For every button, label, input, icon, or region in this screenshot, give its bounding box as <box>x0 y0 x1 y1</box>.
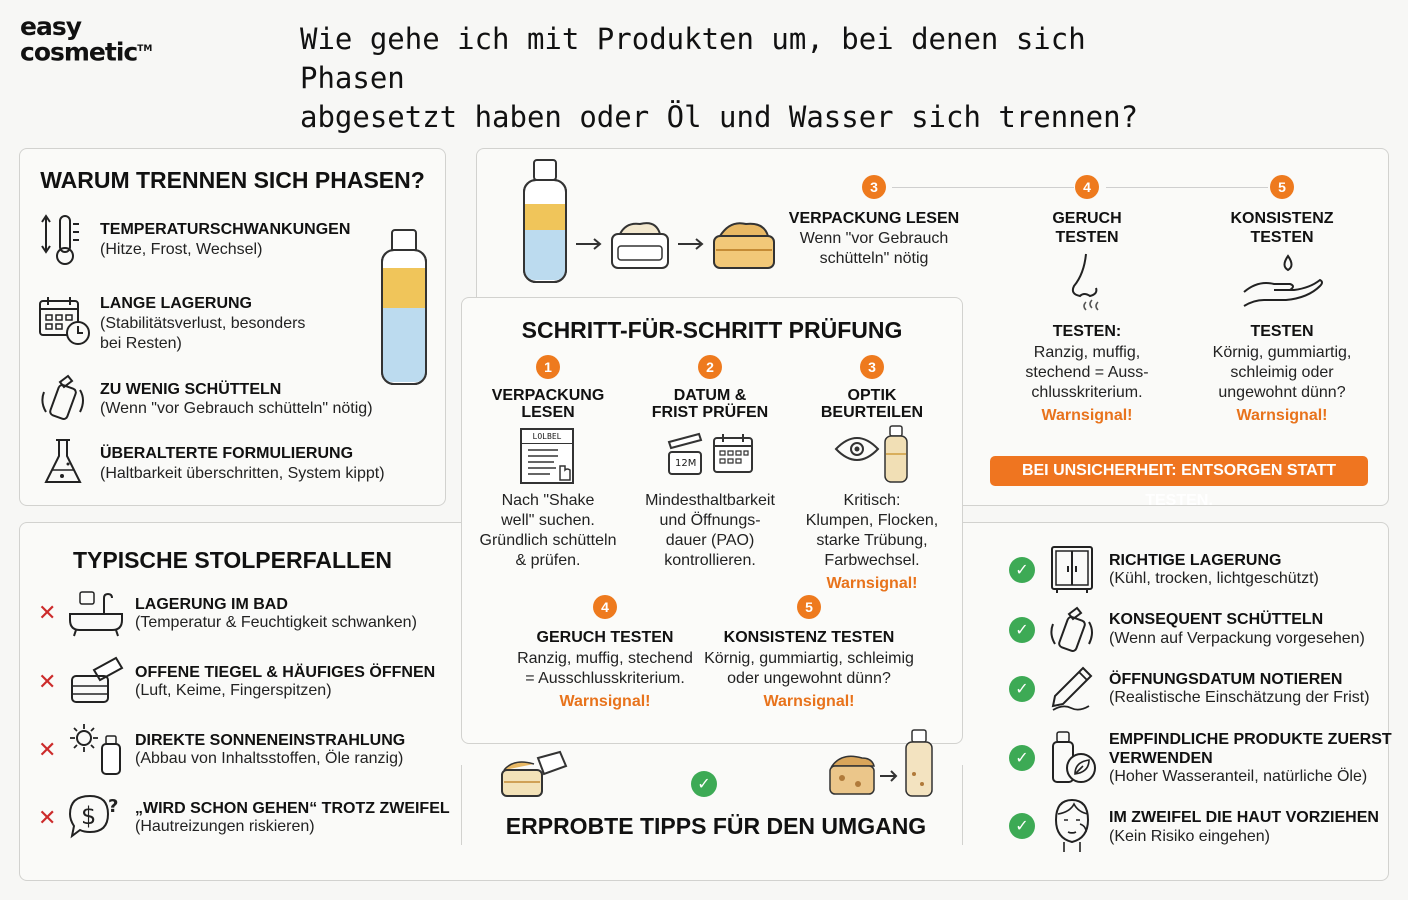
step-1-number: 1 <box>536 355 560 379</box>
pitfall-desc-4: (Hautreizungen riskieren) <box>135 818 315 835</box>
why-label-3: ZU WENIG SCHÜTTELN <box>100 381 282 398</box>
check-icon: ✓ <box>1009 557 1035 583</box>
bathtub-icon <box>68 588 124 638</box>
flow-step-3-desc2: schütteln" nötig <box>819 250 929 267</box>
logo-line1: easy <box>20 12 82 41</box>
flow-step-3-desc1: Wenn "vor Gebrauch <box>799 230 949 247</box>
arrow-right-icon <box>676 236 706 252</box>
check-icon: ✓ <box>1009 617 1035 643</box>
tip-desc-2: (Wenn auf Verpackung vorgesehen) <box>1109 630 1365 647</box>
logo-tm: TM <box>137 44 153 54</box>
flow-step-5-sub: TESTEN <box>1250 323 1314 340</box>
logo-line2: cosmetic <box>20 37 138 67</box>
flow-step-4-label1: GERUCH <box>1052 210 1122 227</box>
step-1-label1: VERPACKUNG <box>491 387 605 404</box>
svg-text:?: ? <box>108 796 119 817</box>
step-4-d1: Ranzig, muffig, stechend <box>517 650 693 667</box>
arrow-right-icon <box>574 236 604 252</box>
step-3-label1: OPTIK <box>847 387 897 404</box>
natural-products-icon <box>1049 730 1099 786</box>
doubt-icon <box>68 792 124 842</box>
open-jar-pao-icon <box>665 430 707 478</box>
flow-step-4-label2: TESTEN <box>1055 229 1119 246</box>
open-jar-icon <box>498 748 570 800</box>
svg-text:$: $ <box>81 802 97 830</box>
step-2-number: 2 <box>698 355 722 379</box>
step-4-number: 4 <box>593 595 617 619</box>
label-document-icon <box>520 428 574 484</box>
flow-step-4-d3: chlusskriterium. <box>1031 384 1143 401</box>
step-3-d4: Farbwechsel. <box>824 552 920 569</box>
flow-step-5-label1: KONSISTENZ <box>1230 210 1334 227</box>
calendar-clock-icon <box>38 295 92 347</box>
cream-jar-icon <box>608 208 672 272</box>
cross-icon: ✕ <box>38 670 57 695</box>
nose-icon <box>1068 252 1108 314</box>
step-3-number: 3 <box>860 355 884 379</box>
step-3-d3: starke Trübung, <box>816 532 928 549</box>
step-1-d1: Nach "Shake <box>501 492 595 509</box>
pitfall-label-3: DIREKTE SONNENEINSTRAHLUNG <box>135 732 406 749</box>
step-3-label2: BEURTEILEN <box>820 404 924 421</box>
pen-icon <box>1049 664 1095 714</box>
flow-step-5-d3: ungewohnt dünn? <box>1218 384 1346 401</box>
why-label-1: TEMPERATURSCHWANKUNGEN <box>100 221 351 238</box>
flow-step-5-d1: Körnig, gummiartig, <box>1212 344 1352 361</box>
step-2-label1: DATUM & <box>673 387 747 404</box>
step-3-warn: Warnsignal! <box>826 575 918 592</box>
flow-line-2 <box>1106 187 1268 188</box>
tip-label-2: KONSEQUENT SCHÜTTELN <box>1109 611 1324 628</box>
step-5-warn: Warnsignal! <box>763 693 855 710</box>
flow-step-5-warn: Warnsignal! <box>1236 407 1328 424</box>
step-2-d1: Mindesthaltbarkeit <box>645 492 775 509</box>
page-title: Wie gehe ich mit Produkten um, bei denen sich Phasen abgesetzt haben oder Öl und Wasser sich trennen? <box>300 22 1139 134</box>
tip-desc-5: (Kein Risiko eingehen) <box>1109 828 1270 845</box>
pao-label: 12M <box>675 458 697 469</box>
flow-step-5-d2: schleimig oder <box>1230 364 1334 381</box>
step-2-d2: und Öffnungs- <box>659 512 761 529</box>
cloudy-bottle-icon <box>882 424 910 484</box>
check-icon: ✓ <box>1009 813 1035 839</box>
cross-icon: ✕ <box>38 601 57 626</box>
pitfall-desc-1: (Temperatur & Feuchtigkeit schwanken) <box>135 614 417 631</box>
tip-label-4a: EMPFINDLICHE PRODUKTE ZUERST <box>1109 731 1392 748</box>
step-4-d2: = Ausschlusskriterium. <box>525 670 685 687</box>
tip-label-3: ÖFFNUNGSDATUM NOTIEREN <box>1109 671 1343 688</box>
pitfall-label-4: „WIRD SCHON GEHEN“ TROTZ ZWEIFEL <box>135 800 450 817</box>
shake-bottle-icon <box>40 372 86 422</box>
step-5-number: 5 <box>797 595 821 619</box>
face-icon <box>1050 796 1094 854</box>
step-1-label2: LESEN <box>521 404 575 421</box>
jar-to-bottle-icon <box>826 728 938 800</box>
step-2-label2: FRIST PRÜFEN <box>651 404 769 421</box>
hand-drop-icon <box>1240 252 1326 308</box>
pitfall-label-1: LAGERUNG IM BAD <box>135 596 288 613</box>
open-jar-icon <box>68 656 124 706</box>
tip-desc-4: (Hoher Wasseranteil, natürliche Öle) <box>1109 768 1368 785</box>
flow-step-4-d2: stechend = Auss- <box>1025 364 1149 381</box>
flow-step-4-sub: TESTEN: <box>1052 323 1122 340</box>
step-2-d4: kontrollieren. <box>664 552 756 569</box>
why-desc-2b: bei Resten) <box>100 335 182 352</box>
tip-label-1: RICHTIGE LAGERUNG <box>1109 552 1282 569</box>
flow-step-5-label2: TESTEN <box>1250 229 1314 246</box>
calendar-icon <box>712 432 754 474</box>
tip-label-5: IM ZWEIFEL DIE HAUT VORZIEHEN <box>1109 809 1379 826</box>
cross-icon: ✕ <box>38 806 57 831</box>
step-5-d1: Körnig, gummiartig, schleimig <box>704 650 914 667</box>
why-desc-3: (Wenn "vor Gebrauch schütteln" nötig) <box>100 400 373 417</box>
separated-bottle-icon <box>378 228 430 388</box>
flask-icon <box>42 436 84 488</box>
pitfall-desc-2: (Luft, Keime, Fingerspitzen) <box>135 682 332 699</box>
pitfalls-heading: TYPISCHE STOLPERFALLEN <box>72 547 393 573</box>
step-5-label: KONSISTENZ TESTEN <box>723 629 895 646</box>
sun-bottle-icon <box>68 722 124 778</box>
eye-icon <box>834 434 880 464</box>
why-label-2: LANGE LAGERUNG <box>100 295 252 312</box>
tip-desc-3: (Realistische Einschätzung der Frist) <box>1109 689 1370 706</box>
logo <box>20 12 180 67</box>
discard-banner: BEI UNSICHERHEIT: ENTSORGEN STATT TESTEN. <box>990 456 1368 486</box>
check-icon: ✓ <box>691 771 717 797</box>
why-desc-4: (Haltbarkeit überschritten, System kippt) <box>100 465 385 482</box>
step-3-d2: Klumpen, Flocken, <box>805 512 939 529</box>
flow-step-5-number: 5 <box>1270 175 1294 199</box>
thermometer-icon <box>40 212 86 268</box>
why-desc-2a: (Stabilitätsverlust, besonders <box>100 315 306 332</box>
flow-step-3-number: 3 <box>862 175 886 199</box>
why-label-4: ÜBERALTERTE FORMULIERUNG <box>100 445 354 462</box>
tip-label-4b: VERWENDEN <box>1109 750 1213 767</box>
step-1-d4: & prüfen. <box>515 552 581 569</box>
flow-line-1 <box>892 187 1074 188</box>
flow-step-4-number: 4 <box>1075 175 1099 199</box>
flow-step-4-warn: Warnsignal! <box>1041 407 1133 424</box>
step-2-d3: dauer (PAO) <box>665 532 755 549</box>
tips-heading: ERPROBTE TIPPS FÜR DEN UMGANG <box>505 813 927 839</box>
cross-icon: ✕ <box>38 738 57 763</box>
check-icon: ✓ <box>1009 676 1035 702</box>
step-4-label: GERUCH TESTEN <box>536 629 674 646</box>
flow-step-3-label: VERPACKUNG LESEN <box>788 210 960 227</box>
why-heading: WARUM TRENNEN SICH PHASEN? <box>40 167 425 193</box>
separated-jar-icon <box>710 208 778 272</box>
why-desc-1: (Hitze, Frost, Wechsel) <box>100 241 263 258</box>
cabinet-icon <box>1049 544 1095 594</box>
shake-bottle-icon <box>1049 604 1095 654</box>
step-3-d1: Kritisch: <box>843 492 901 509</box>
bottle-icon <box>520 158 570 286</box>
steps-heading: SCHRITT-FÜR-SCHRITT PRÜFUNG <box>521 317 903 343</box>
tip-desc-1: (Kühl, trocken, lichtgeschützt) <box>1109 570 1319 587</box>
step-4-warn: Warnsignal! <box>559 693 651 710</box>
step-5-d2: oder ungewohnt dünn? <box>727 670 891 687</box>
label-tag: LOLBEL <box>522 430 572 444</box>
pitfall-label-2: OFFENE TIEGEL & HÄUFIGES ÖFFNEN <box>135 664 436 681</box>
flow-step-4-d1: Ranzig, muffig, <box>1033 344 1141 361</box>
check-icon: ✓ <box>1009 745 1035 771</box>
step-1-d2: well" suchen. <box>501 512 595 529</box>
pitfall-desc-3: (Abbau von Inhaltsstoffen, Öle ranzig) <box>135 750 404 767</box>
step-1-d3: Gründlich schütteln <box>479 532 617 549</box>
